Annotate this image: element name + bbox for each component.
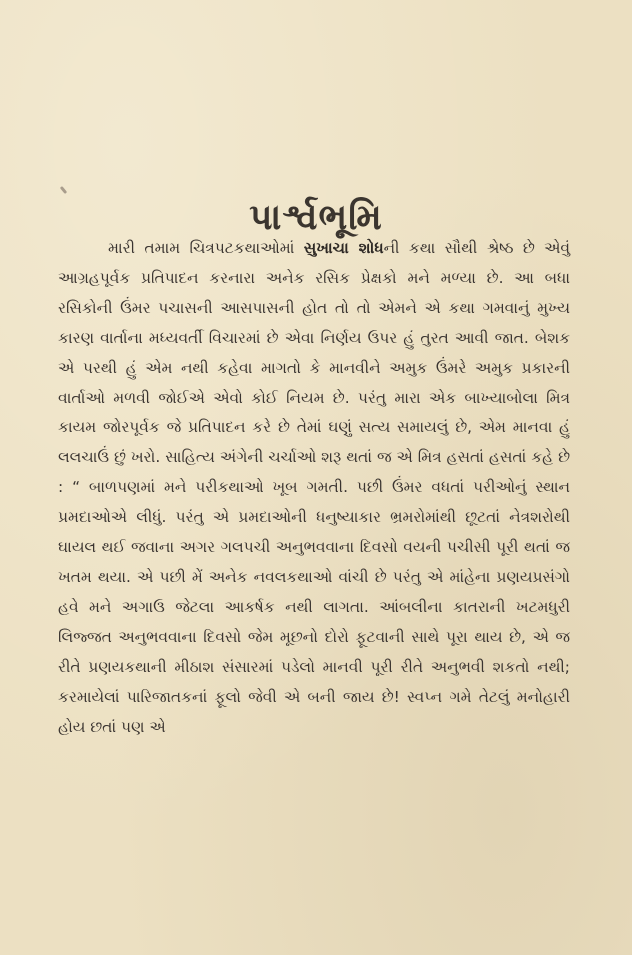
emphasized-film-title: સુખાચા શોધ (303, 239, 384, 257)
chapter-title: પાર્શ્વભૂમિ (249, 197, 383, 239)
chapter-body (58, 234, 570, 742)
paragraph-lead-text: મારી તમામ ચિત્રપટકથાઓમાં (108, 239, 304, 257)
paragraph-continuation-text: ની કથા સૌથી શ્રેષ્ઠ છે એવું આગ્રહપૂર્વક પ્રતિપાદન કરનારા અનેક રસિક પ્રેક્ષકો મને મળ્યા છે. આ બધા રસિકોની ઉંમર પચાસની આસપાસની હોત તો તો એમને એ કથા ગમવાનું મુખ્ય કારણ વાર્તાના મધ્યવર્તી વિચારમાં છે એવા નિર્ણય ઉપર હું તુરત આવી જાત. બેશક એ પરથી હું એમ નથી કહેવા માગતો કે માનવીને અમુક ઉંમરે અમુક પ્રકારની વાર્તાઓ મળવી જોઈએ એવો કોઈ નિયમ છે. પરંતુ મારા એક બાખ્યાબોલા મિત્ર કાયમ જોરપૂર્વક જે પ્રતિપાદન કરે છે તેમાં ઘણું સત્ય સમાયલું છે, એમ માનવા હું લલચાઉં છું ખરો. સાહિત્ય અંગેની ચર્ચાઓ શરૂ થતાં જ એ મિત્ર હસતાં હસતાં કહે છે : “ બાળપણમાં મને પરીકથાઓ ખૂબ ગમતી. પછી ઉંમર વધતાં પરીઓનું સ્થાન પ્રમદાઓએ લીધું. પરંતુ એ પ્રમદાઓની ધનુષ્યાકાર ભ્રમરોમાંથી છૂટતાં નેત્રશરોથી ઘાયલ થઈ જવાના અગર ગલપચી અનુભવવાના દિવસો વયની પચીસી પૂરી થતાં જ ખતમ થયા. એ પછી મેં અનેક નવલકથાઓ વાંચી છે પરંતુ એ માંહેના પ્રણયપ્રસંગો હવે મને અગાઉ જેટલા આકર્ષક નથી લાગતા. આંબલીના કાતરાની ખટમધુરી લિજ્જત અનુભવવાના દિવસો જેમ મૂછનો દોરો ફૂટવાની સાથે પૂરા થાય છે, એ જ રીતે પ્રણયકથાની મીઠાશ સંસારમાં પડેલો માનવી પૂરી રીતે અનુભવી શકતો નથી; કરમાયેલાં પારિજાતકનાં ફૂલો જેવી એ બની જાય છે! સ્વપ્ન ગમે તેટલું મનોહારી હોય છતાં પણ એ (58, 239, 570, 736)
body-paragraph (58, 234, 570, 742)
ink-speck (60, 186, 67, 194)
